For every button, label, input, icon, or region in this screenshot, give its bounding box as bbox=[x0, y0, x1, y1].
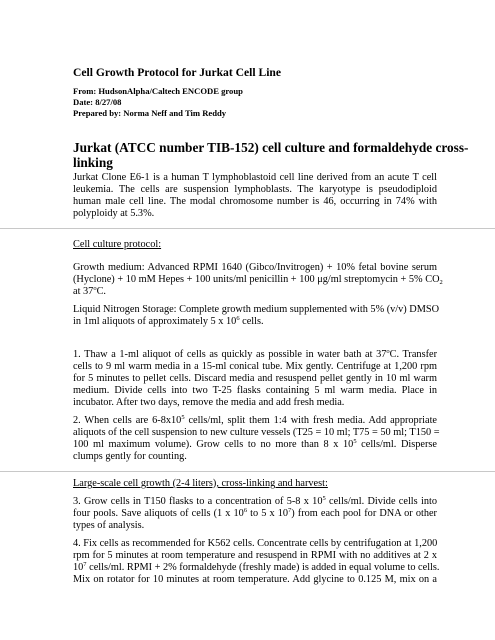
growth-medium-line: at 37$^o$C. bbox=[73, 285, 107, 297]
culture-protocol-heading: Cell culture protocol: bbox=[73, 239, 162, 250]
storage-line: in 1ml aliquots of approximately 5 x $10^6$ cells. bbox=[73, 315, 264, 327]
date-line: Date: 8/27/08 bbox=[73, 97, 122, 107]
step-4-line: $10^7$ cells/ml. RPMI + 2% formaldehyde (freshly made) is added in equal volume to cells. bbox=[73, 561, 440, 573]
step-4-line: rpm for 5 minutes at room temperature and resuspend in RPMI with no additives at 2 x bbox=[73, 550, 437, 561]
intro-line: leukemia. The cells are suspension lymphoblasts. The karyotype is pseudodiploid bbox=[73, 184, 437, 195]
intro-line: human male cell line. The modal chromosome number is 46, occurring in 74% with bbox=[73, 196, 437, 207]
divider bbox=[0, 228, 495, 229]
step-3-line: 3. Grow cells in T150 flasks to a concentration of 5-8 x $10^5$ cells/ml. Divide cells into bbox=[73, 495, 437, 507]
page-title: Cell Growth Protocol for Jurkat Cell Line bbox=[73, 66, 282, 79]
step-2-line: 2. When cells are $6-8x10^5$ cells/ml, split them 1:4 with fresh media. Add appropriate bbox=[73, 414, 437, 426]
divider bbox=[0, 471, 495, 472]
from-line: From: HudsonAlpha/Caltech ENCODE group bbox=[73, 86, 243, 96]
growth-medium-line: Growth medium: Advanced RPMI 1640 (Gibco/Invitrogen) + 10% fetal bovine serum bbox=[73, 262, 437, 273]
section-heading-line-2: linking bbox=[73, 155, 113, 170]
step-4-line: Mix on rotator for 10 minutes at room temperature. Add glycine to 0.125 M, mix on a bbox=[73, 574, 437, 585]
step-1-line: for 5 minutes to pellet cells. Discard media and resuspend pellet gently in 10 ml warm bbox=[73, 373, 437, 384]
step-2-line: clumps gently for counting. bbox=[73, 451, 187, 462]
step-4-line: 4. Fix cells as recommended for K562 cells. Concentrate cells by centrifugation at 1,200 bbox=[73, 538, 438, 549]
step-3-line: types of analysis. bbox=[73, 520, 145, 531]
storage-line: Liquid Nitrogen Storage: Complete growth medium supplemented with 5% (v/v) DMSO bbox=[73, 304, 440, 315]
step-1-line: incubator. After two days, remove the media and add fresh media. bbox=[73, 397, 345, 408]
intro-line: Jurkat Clone E6-1 is a human T lymphoblastoid cell line derived from an acute T cell bbox=[73, 172, 437, 183]
prepared-by-line: Prepared by: Norma Neff and Tim Reddy bbox=[73, 108, 227, 118]
step-2-line: aliquots of the cell suspension to new culture vessels (T25 = 10 ml; T75 = 50 ml; T150 = bbox=[73, 427, 440, 438]
step-2-line: 100 ml maximum volume). Grow cells to no more than 8 x $10^5$ cells/ml. Disperse bbox=[73, 438, 437, 450]
section-heading-line-1: Jurkat (ATCC number TIB-152) cell culture and formaldehyde cross- bbox=[73, 140, 469, 155]
step-1-line: 1. Thaw a 1-ml aliquot of cells as quickly as possible in water bath at 37$^o$C. Transfer bbox=[73, 348, 438, 360]
large-scale-heading: Large-scale cell growth (2-4 liters), cross-linking and harvest: bbox=[73, 478, 328, 489]
step-1-line: medium. Divide cells into two T-25 flasks containing 5 ml warm media. Place in bbox=[73, 385, 437, 396]
intro-line: polyploidy at 5.3%. bbox=[73, 208, 155, 219]
growth-medium-line: (Hyclone) + 10 mM Hepes + 100 units/ml penicillin + 100 μg/ml streptomycin + 5% $CO_2$ bbox=[73, 274, 443, 286]
step-1-line: cells to 9 ml warm media in a 15-ml conical tube. Mix gently. Centrifuge at 1,200 rpm bbox=[73, 361, 437, 372]
step-3-line: four pools. Save aliquots of cells (1 x $10^6$ to 5 x $10^7$) from each pool for DNA or other bbox=[73, 507, 437, 519]
